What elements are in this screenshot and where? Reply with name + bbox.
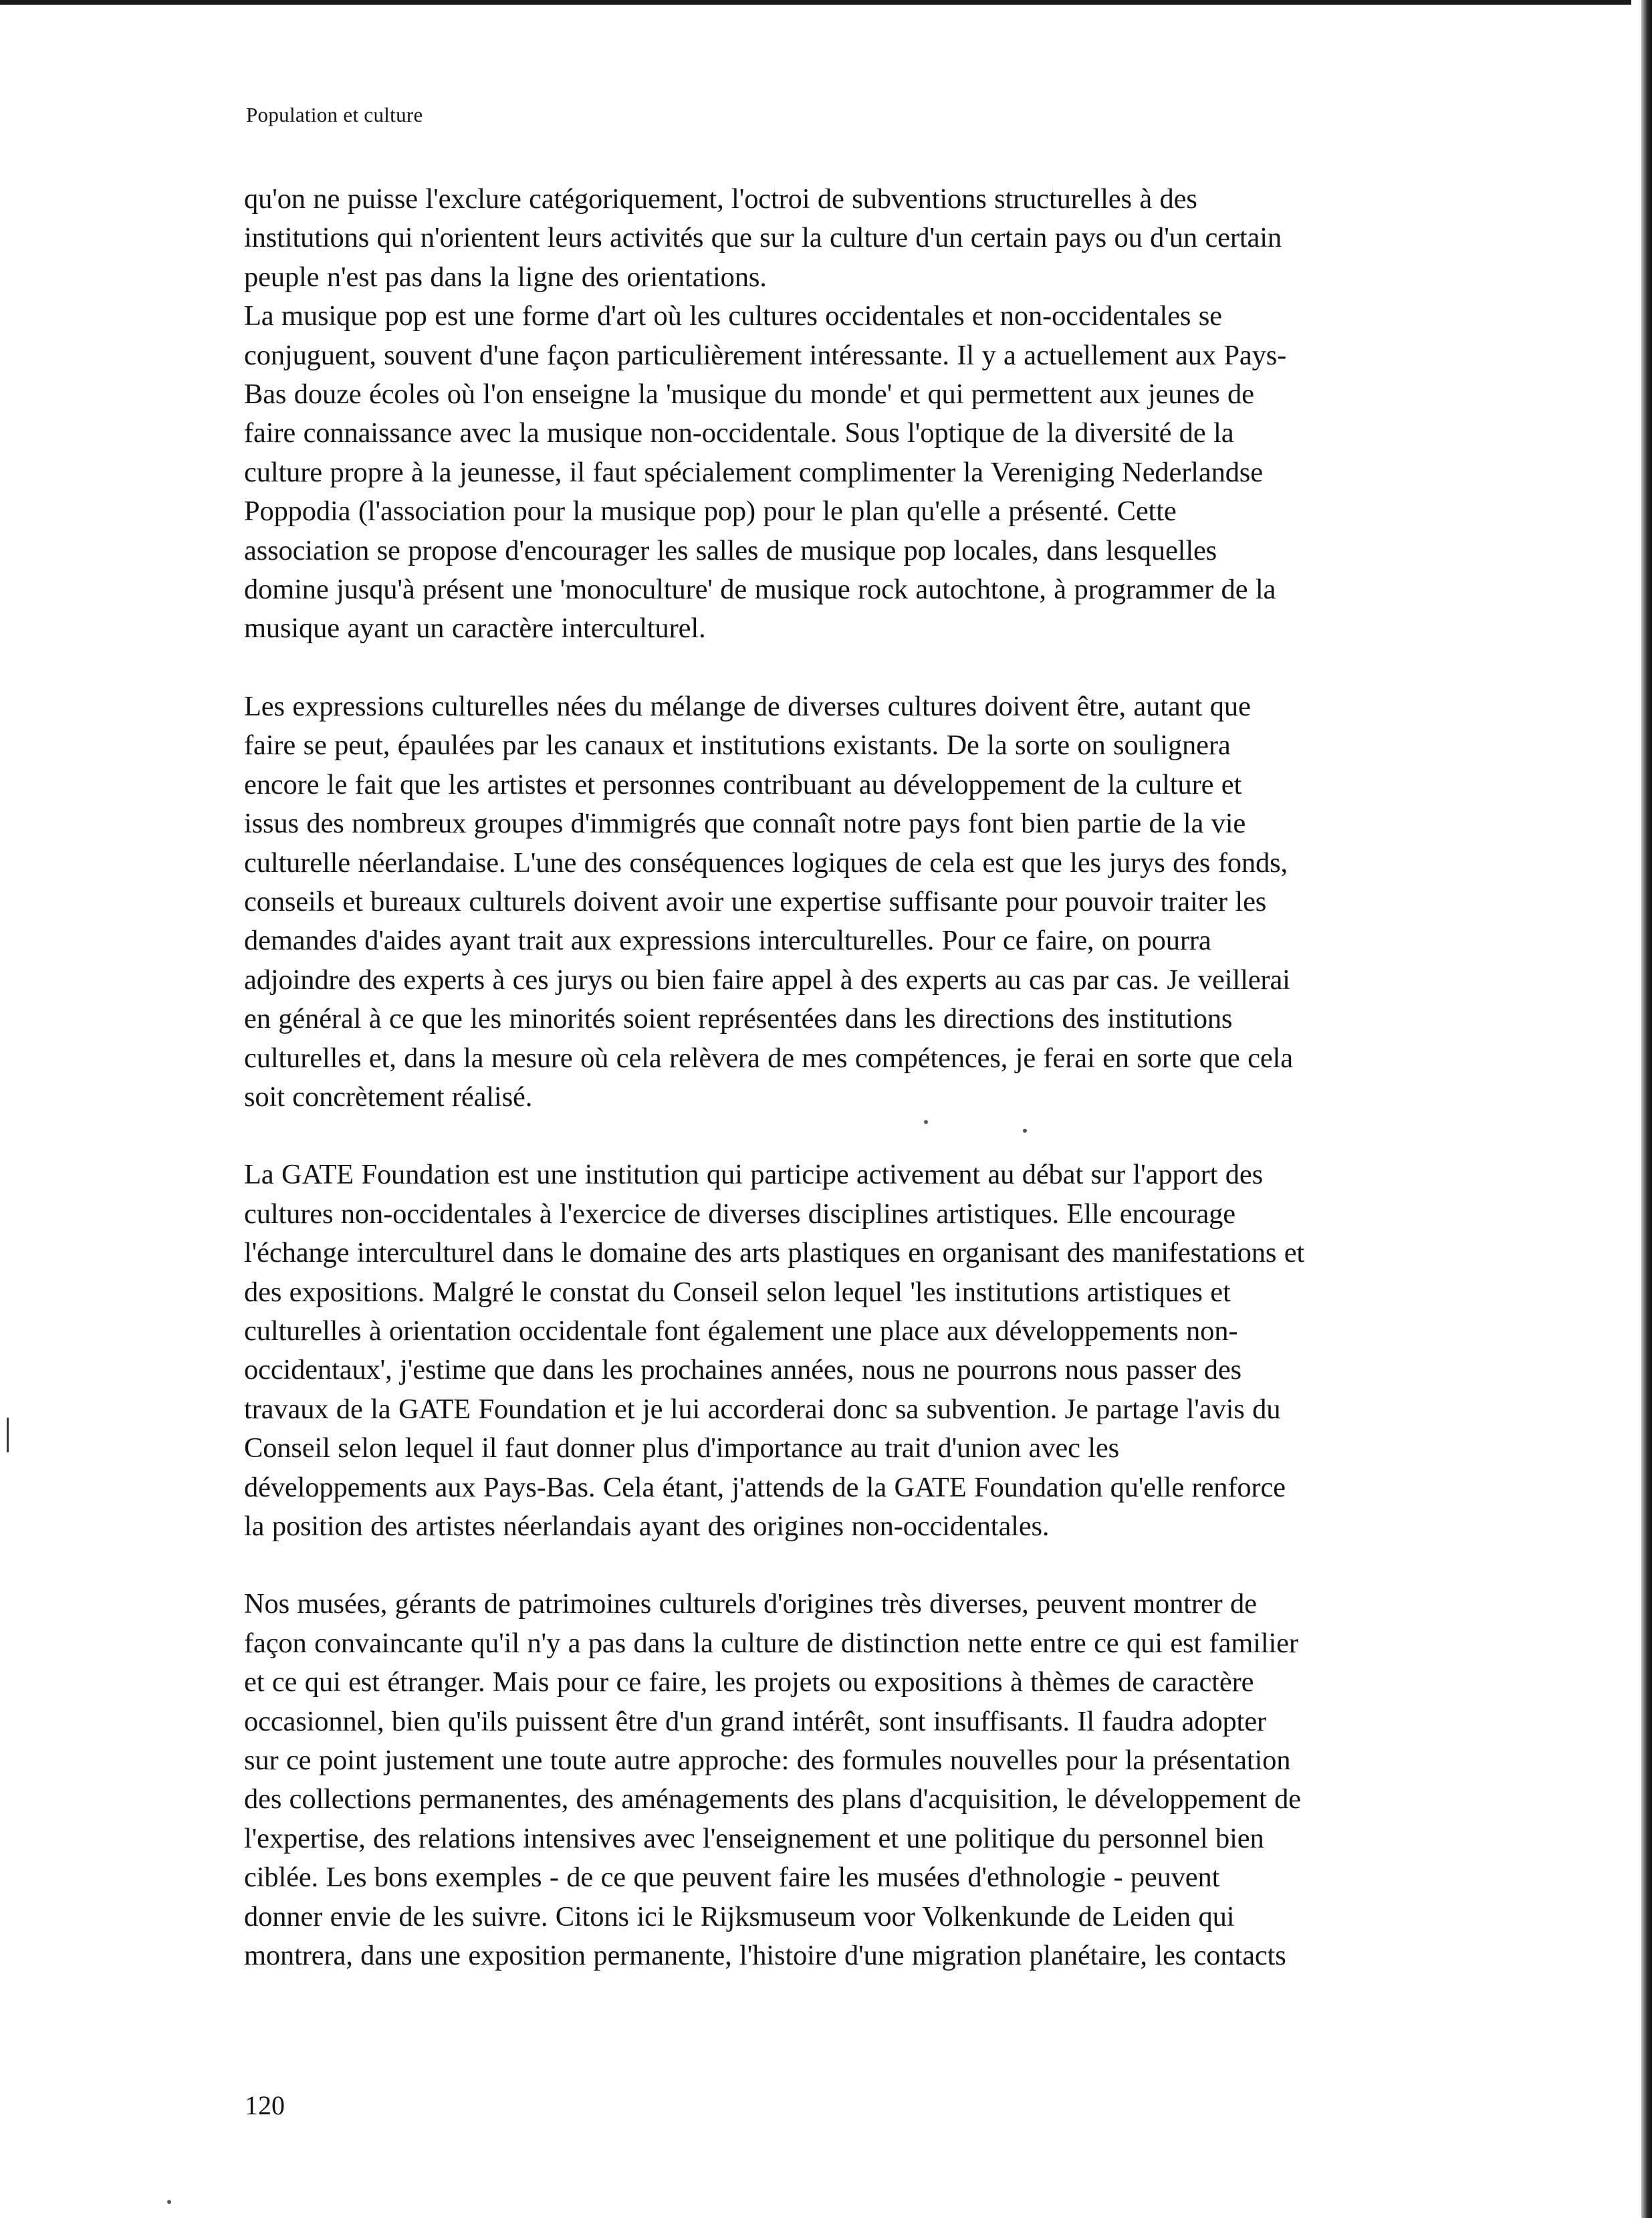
- scan-top-edge: [0, 0, 1631, 5]
- text-line: culturelle néerlandaise. L'une des conséquences logiques de cela est que les jurys des fonds,: [244, 847, 1288, 879]
- paragraph-5: [244, 1585, 1467, 1975]
- body-text: [244, 180, 1467, 1975]
- text-line: des expositions. Malgré le constat du Conseil selon lequel 'les institutions artistiques et: [244, 1276, 1231, 1308]
- text-line: occasionnel, bien qu'ils puissent être d'un grand intérêt, sont insuffisants. Il faudra adopter: [244, 1705, 1266, 1737]
- text-line: institutions qui n'orientent leurs activités que sur la culture d'un certain pays ou d'un certain: [244, 222, 1282, 254]
- text-line: occidentaux', j'estime que dans les prochaines années, nous ne pourrons nous passer des: [244, 1354, 1242, 1386]
- text-line: Conseil selon lequel il faut donner plus d'importance au trait d'union avec les: [244, 1432, 1120, 1464]
- text-line: des collections permanentes, des aménagements des plans d'acquisition, le développement de: [244, 1783, 1301, 1815]
- text-line: faire se peut, épaulées par les canaux et institutions existants. De la sorte on soulignera: [244, 730, 1231, 762]
- text-line: travaux de la GATE Foundation et je lui accorderai donc sa subvention. Je partage l'avis du: [244, 1393, 1281, 1425]
- text-line: La GATE Foundation est une institution qui participe activement au débat sur l'apport des: [244, 1159, 1263, 1191]
- page-number: 120: [245, 2090, 285, 2120]
- text-line: conseils et bureaux culturels doivent avoir une expertise suffisante pour pouvoir traiter les: [244, 885, 1267, 917]
- text-line: l'échange interculturel dans le domaine des arts plastiques en organisant des manifestations et: [244, 1237, 1305, 1269]
- scan-left-mark: [7, 1418, 9, 1452]
- text-line: façon convaincante qu'il n'y a pas dans la culture de distinction nette entre ce qui est familier: [244, 1627, 1298, 1659]
- text-line: association se propose d'encourager les salles de musique pop locales, dans lesquelles: [244, 534, 1217, 566]
- paragraph-4: [244, 1155, 1467, 1546]
- text-line: Bas douze écoles où l'on enseigne la 'musique du monde' et qui permettent aux jeunes de: [244, 378, 1254, 411]
- text-line: l'expertise, des relations intensives avec l'enseignement et une politique du personnel bien: [244, 1822, 1264, 1854]
- text-line: en général à ce que les minorités soient représentées dans les directions des institutions: [244, 1003, 1233, 1035]
- paragraph-1: [244, 180, 1467, 297]
- text-line: La musique pop est une forme d'art où les cultures occidentales et non-occidentales se: [244, 300, 1222, 332]
- text-line: montrera, dans une exposition permanente, l'histoire d'une migration planétaire, les contacts: [244, 1940, 1286, 1972]
- scan-right-edge: [1641, 0, 1652, 2218]
- running-head: Population et culture: [246, 103, 423, 126]
- text-line: encore le fait que les artistes et personnes contribuant au développement de la culture et: [244, 768, 1242, 800]
- text-line: donner envie de les suivre. Citons ici le Rijksmuseum voor Volkenkunde de Leiden qui: [244, 1900, 1235, 1932]
- text-line: ciblée. Les bons exemples - de ce que peuvent faire les musées d'ethnologie - peuvent: [244, 1862, 1220, 1894]
- paragraph-2: [244, 297, 1467, 649]
- text-line: issus des nombreux groupes d'immigrés que connaît notre pays font bien partie de la vie: [244, 808, 1246, 840]
- text-line: Poppodia (l'association pour la musique pop) pour le plan qu'elle a présenté. Cette: [244, 495, 1177, 528]
- text-line: et ce qui est étranger. Mais pour ce faire, les projets ou expositions à thèmes de caractère: [244, 1666, 1254, 1698]
- paragraph-3: [244, 687, 1467, 1117]
- text-line: faire connaissance avec la musique non-occidentale. Sous l'optique de la diversité de la: [244, 417, 1234, 449]
- text-line: conjuguent, souvent d'une façon particulièrement intéressante. Il y a actuellement aux Pays-: [244, 339, 1287, 371]
- text-line: culturelles et, dans la mesure où cela relèvera de mes compétences, je ferai en sorte que cela: [244, 1042, 1293, 1074]
- text-line: la position des artistes néerlandais ayant des origines non-occidentales.: [244, 1511, 1050, 1542]
- text-line: peuple n'est pas dans la ligne des orientations.: [244, 261, 767, 293]
- text-line: adjoindre des experts à ces jurys ou bien faire appel à des experts au cas par cas. Je veillerai: [244, 964, 1290, 996]
- text-line: musique ayant un caractère interculturel.: [244, 613, 706, 645]
- text-line: Nos musées, gérants de patrimoines culturels d'origines très diverses, peuvent montrer de: [244, 1588, 1257, 1620]
- text-line: qu'on ne puisse l'exclure catégoriquement, l'octroi de subventions structurelles à des: [244, 183, 1197, 215]
- text-line: culturelles à orientation occidentale font également une place aux développements non-: [244, 1315, 1238, 1347]
- text-line: Les expressions culturelles nées du mélange de diverses cultures doivent être, autant que: [244, 690, 1251, 722]
- scan-speck: [167, 2200, 171, 2204]
- text-line: développements aux Pays-Bas. Cela étant, j'attends de la GATE Foundation qu'elle renforce: [244, 1471, 1286, 1503]
- text-line: domine jusqu'à présent une 'monoculture' de musique rock autochtone, à programmer de la: [244, 574, 1276, 606]
- text-line: culture propre à la jeunesse, il faut spécialement complimenter la Vereniging Nederlandse: [244, 456, 1263, 488]
- text-line: soit concrètement réalisé.: [244, 1081, 533, 1113]
- text-line: sur ce point justement une toute autre approche: des formules nouvelles pour la présentation: [244, 1745, 1291, 1777]
- text-line: cultures non-occidentales à l'exercice de diverses disciplines artistiques. Elle encourage: [244, 1198, 1235, 1230]
- text-line: demandes d'aides ayant trait aux expressions interculturelles. Pour ce faire, on pourra: [244, 925, 1211, 957]
